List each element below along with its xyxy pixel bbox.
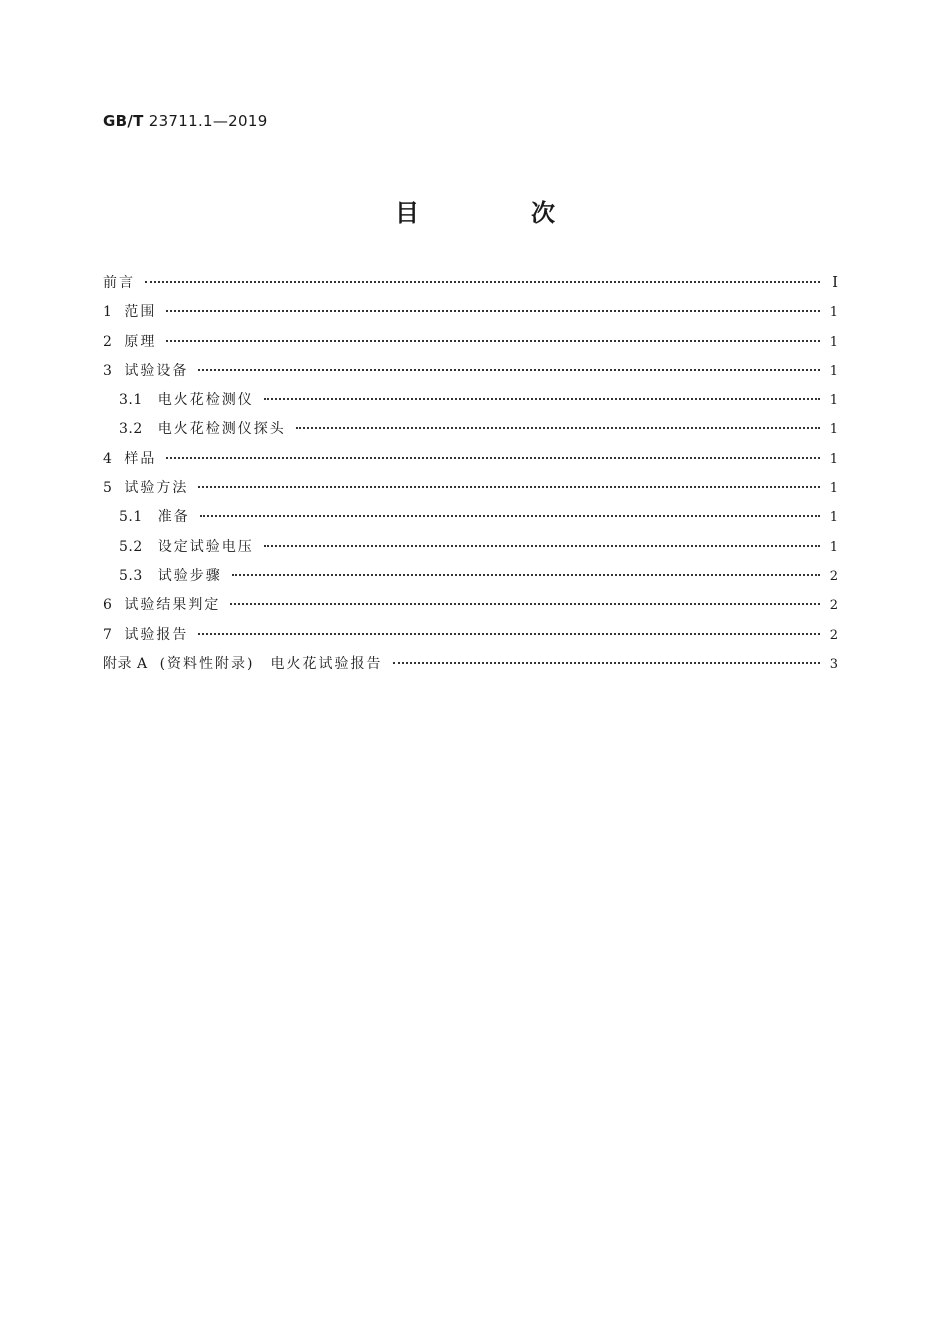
toc-dot-leader bbox=[198, 485, 820, 488]
toc-dot-leader bbox=[296, 426, 820, 429]
toc-entry-label: 试验结果判定 bbox=[124, 597, 221, 614]
toc-entry[interactable] bbox=[103, 624, 838, 653]
toc-entry[interactable] bbox=[103, 506, 838, 535]
standard-number: 23711.1—2019 bbox=[148, 112, 268, 130]
toc-entry-page: 1 bbox=[829, 363, 838, 379]
toc-entry-number: 2 bbox=[103, 333, 113, 350]
toc-entry-number: 3.1 bbox=[119, 392, 143, 409]
toc-entry[interactable] bbox=[103, 448, 838, 477]
toc-entry-page: 2 bbox=[829, 627, 838, 643]
toc-entry[interactable] bbox=[103, 272, 838, 301]
toc-entry-number: 6 bbox=[103, 597, 113, 614]
toc-entry-number: 7 bbox=[103, 626, 113, 643]
toc-entry-label: (资料性附录) 电火花试验报告 bbox=[159, 655, 383, 672]
toc-dot-leader bbox=[264, 397, 820, 400]
toc-entry[interactable] bbox=[103, 301, 838, 330]
toc-entry-page: 1 bbox=[829, 422, 838, 438]
toc-entry-page: 2 bbox=[829, 568, 838, 584]
toc-entry[interactable] bbox=[103, 594, 838, 623]
toc-dot-leader bbox=[200, 514, 820, 517]
toc-entry-label: 前言 bbox=[103, 275, 135, 291]
toc-entry-page: 1 bbox=[829, 393, 838, 409]
toc-entry[interactable] bbox=[103, 477, 838, 506]
toc-entry[interactable] bbox=[103, 536, 838, 565]
toc-dot-leader bbox=[393, 661, 821, 664]
toc-entry-page: 1 bbox=[829, 305, 838, 321]
toc-entry-label: 试验设备 bbox=[124, 362, 189, 379]
toc-entry-number: 4 bbox=[103, 450, 113, 467]
toc-entry-label: 电火花检测仪探头 bbox=[157, 421, 286, 438]
toc-entry-number: 5.1 bbox=[119, 509, 143, 526]
toc-entry[interactable] bbox=[103, 565, 838, 594]
toc-entry-page: 2 bbox=[829, 598, 838, 614]
standard-code bbox=[103, 112, 268, 130]
toc-entry-label: 样品 bbox=[124, 450, 157, 467]
toc-entry[interactable] bbox=[103, 360, 838, 389]
toc-entry-number: 5 bbox=[103, 480, 113, 497]
toc-entry-label: 试验方法 bbox=[124, 480, 189, 497]
toc-entry-number: 3.2 bbox=[119, 421, 143, 438]
toc-entry-label: 范围 bbox=[124, 304, 157, 321]
toc-entry-label: 设定试验电压 bbox=[157, 538, 254, 555]
toc-dot-leader bbox=[166, 339, 820, 342]
toc-entry[interactable] bbox=[103, 331, 838, 360]
standard-prefix: GB/T bbox=[103, 112, 144, 130]
toc-entry-label: 原理 bbox=[124, 333, 157, 350]
toc-entry-number: 1 bbox=[103, 304, 113, 321]
page-title: 目 次 bbox=[395, 199, 599, 227]
toc-entry-label: 试验步骤 bbox=[157, 567, 222, 584]
toc-entry-label: 电火花检测仪 bbox=[157, 392, 254, 409]
toc-entry-number: 附录 A bbox=[103, 655, 148, 672]
toc-dot-leader bbox=[166, 309, 820, 312]
toc-dot-leader bbox=[145, 280, 820, 283]
toc-entry[interactable] bbox=[103, 418, 838, 447]
toc-dot-leader bbox=[198, 632, 820, 635]
toc-entry-page: 1 bbox=[829, 539, 838, 555]
toc-dot-leader bbox=[166, 456, 820, 459]
toc-dot-leader bbox=[264, 544, 820, 547]
toc-dot-leader bbox=[230, 602, 820, 605]
table-of-contents bbox=[103, 272, 838, 682]
toc-entry-page: 1 bbox=[829, 510, 838, 526]
toc-entry-page: 1 bbox=[829, 334, 838, 350]
toc-entry-page: 1 bbox=[829, 481, 838, 497]
toc-entry-page: I bbox=[832, 273, 838, 291]
toc-entry-page: 1 bbox=[829, 451, 838, 467]
toc-entry[interactable] bbox=[103, 389, 838, 418]
toc-entry-number: 5.3 bbox=[119, 567, 143, 584]
toc-dot-leader bbox=[232, 573, 820, 576]
toc-entry-number: 5.2 bbox=[119, 538, 143, 555]
toc-entry-label: 试验报告 bbox=[124, 626, 189, 643]
toc-entry-number: 3 bbox=[103, 362, 113, 379]
toc-dot-leader bbox=[198, 368, 820, 371]
toc-entry-page: 3 bbox=[829, 656, 838, 672]
toc-entry[interactable] bbox=[103, 653, 838, 682]
toc-entry-label: 准备 bbox=[157, 509, 190, 526]
